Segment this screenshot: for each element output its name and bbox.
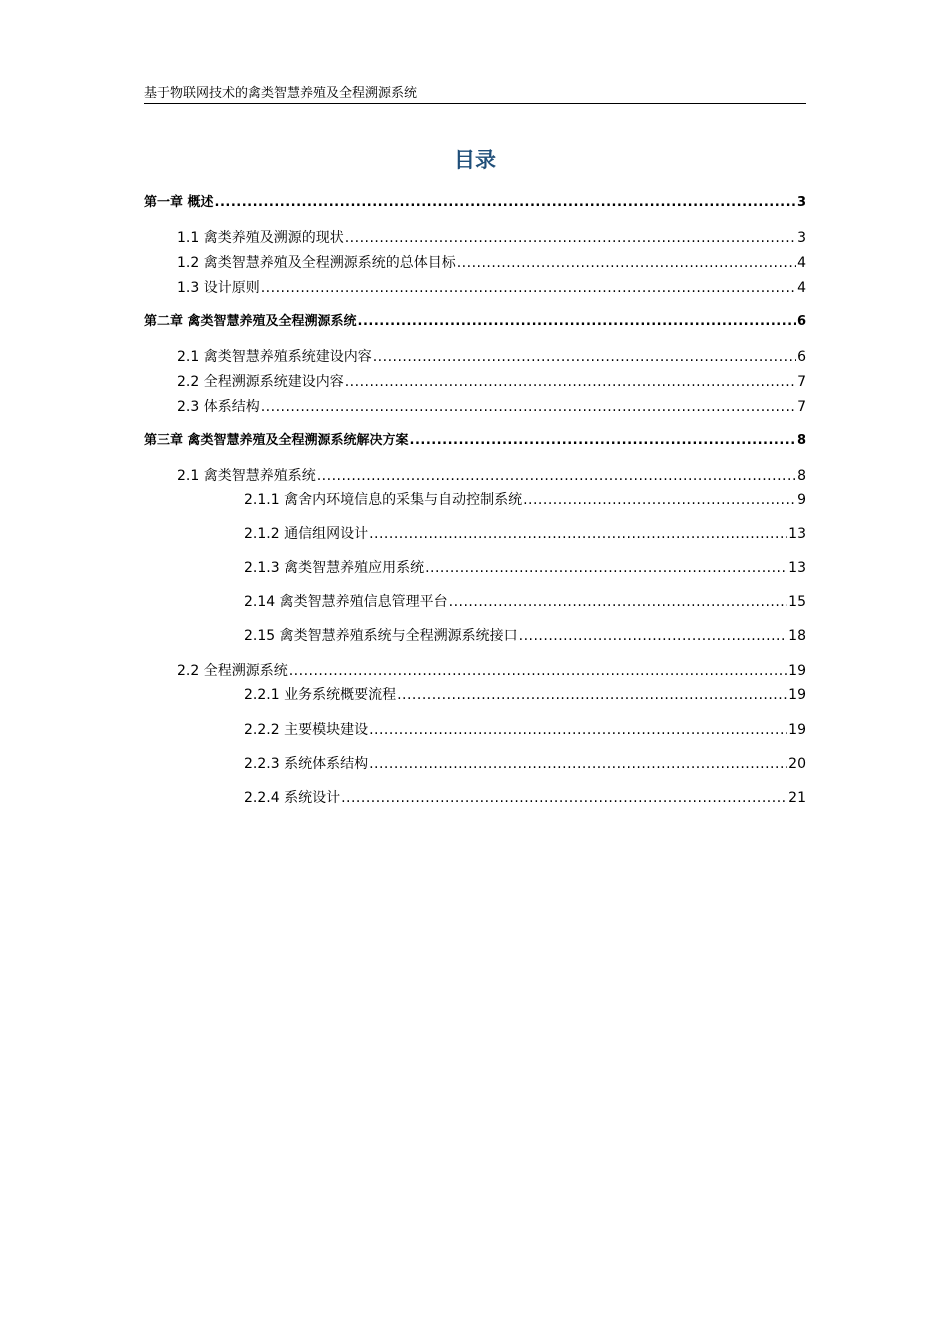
toc-page-number: 8	[796, 433, 806, 448]
toc-entry-text: 1.1 禽类养殖及溯源的现状	[177, 230, 344, 246]
toc-entry-text: 2.2 全程溯源系统	[177, 663, 288, 679]
toc-page-number: 6	[797, 349, 806, 365]
toc-leader	[341, 789, 787, 807]
toc-entry-2-1[interactable]	[177, 348, 806, 366]
toc-page-number: 4	[797, 280, 806, 296]
toc-entry-text: 2.2.2 主要模块建设	[244, 722, 369, 738]
toc-leader	[261, 398, 796, 416]
toc-leader	[449, 593, 788, 611]
toc-leader	[345, 373, 796, 391]
toc-entry-chapter1[interactable]	[144, 194, 806, 212]
toc-page-number: 7	[797, 399, 806, 415]
toc-page-number: 6	[796, 314, 806, 329]
toc-page-number: 13	[788, 560, 806, 576]
toc-page-number: 7	[797, 374, 806, 390]
toc-page-number: 13	[788, 526, 806, 542]
toc-entry-1-1[interactable]	[177, 229, 806, 247]
toc-page-number: 9	[797, 492, 806, 508]
toc-entry-text: 2.14 禽类智慧养殖信息管理平台	[244, 594, 448, 610]
toc-entry-text: 2.2.3 系统体系结构	[244, 756, 369, 772]
toc-entry-3-1[interactable]	[177, 467, 806, 485]
toc-entry-2-1-3[interactable]	[244, 559, 806, 577]
toc-entry-text: 2.3 体系结构	[177, 399, 260, 415]
toc-page-number: 15	[788, 594, 806, 610]
toc-entry-2-2-1[interactable]	[244, 686, 806, 704]
toc-entry-text: 2.1.3 禽类智慧养殖应用系统	[244, 560, 425, 576]
toc-title: 目录	[454, 148, 496, 172]
toc-entry-3-2[interactable]	[177, 662, 806, 680]
toc-leader	[373, 348, 796, 366]
toc-leader	[289, 662, 787, 680]
toc-entry-text: 2.15 禽类智慧养殖系统与全程溯源系统接口	[244, 628, 518, 644]
toc-leader	[523, 491, 796, 509]
toc-entry-2-3[interactable]	[177, 398, 806, 416]
toc-entry-chapter2[interactable]	[144, 313, 806, 331]
toc-entry-2-1-4[interactable]	[244, 593, 806, 611]
toc-entry-1-3[interactable]	[177, 279, 806, 297]
toc-leader	[345, 229, 796, 247]
toc-page-number: 4	[797, 255, 806, 271]
toc-leader	[410, 432, 796, 450]
toc-leader	[369, 755, 787, 773]
toc-entry-2-2-2[interactable]	[244, 721, 806, 739]
toc-entry-text: 2.1.2 通信组网设计	[244, 526, 369, 542]
toc-page-number: 19	[788, 722, 806, 738]
toc-leader	[457, 254, 796, 272]
toc-entry-2-2[interactable]	[177, 373, 806, 391]
toc-page-number: 20	[788, 756, 806, 772]
toc-entry-text: 2.2.1 业务系统概要流程	[244, 687, 397, 703]
toc-leader	[369, 721, 787, 739]
toc-leader	[317, 467, 796, 485]
toc-leader	[261, 279, 796, 297]
toc-entry-2-1-2[interactable]	[244, 525, 806, 543]
toc-page-number: 19	[788, 663, 806, 679]
toc-entry-text: 第二章 禽类智慧养殖及全程溯源系统	[144, 314, 357, 329]
toc-leader	[215, 194, 796, 212]
toc-entry-text: 1.2 禽类智慧养殖及全程溯源系统的总体目标	[177, 255, 456, 271]
toc-entry-2-2-4[interactable]	[244, 789, 806, 807]
toc-entry-2-2-3[interactable]	[244, 755, 806, 773]
toc-page-number: 18	[788, 628, 806, 644]
toc-page-number: 3	[796, 195, 806, 210]
toc-leader	[369, 525, 787, 543]
toc-entry-text: 第三章 禽类智慧养殖及全程溯源系统解决方案	[144, 433, 409, 448]
toc-entry-text: 2.1 禽类智慧养殖系统	[177, 468, 316, 484]
toc-entry-text: 2.1.1 禽舍内环境信息的采集与自动控制系统	[244, 492, 523, 508]
toc-leader	[358, 313, 796, 331]
toc-page-number: 21	[788, 790, 806, 806]
toc-leader	[425, 559, 787, 577]
toc-leader	[519, 627, 788, 645]
toc-entry-text: 1.3 设计原则	[177, 280, 260, 296]
toc-entry-chapter3[interactable]	[144, 432, 806, 450]
toc-page-number: 3	[797, 230, 806, 246]
toc-entry-2-1-5[interactable]	[244, 627, 806, 645]
toc-entry-1-2[interactable]	[177, 254, 806, 272]
toc-entry-text: 2.2.4 系统设计	[244, 790, 341, 806]
toc-entry-2-1-1[interactable]	[244, 491, 806, 509]
page-header: 基于物联网技术的禽类智慧养殖及全程溯源系统	[144, 82, 806, 104]
toc-entry-text: 2.1 禽类智慧养殖系统建设内容	[177, 349, 372, 365]
toc-leader	[397, 686, 787, 704]
toc-entry-text: 2.2 全程溯源系统建设内容	[177, 374, 344, 390]
toc-page-number: 8	[797, 468, 806, 484]
toc-entry-text: 第一章 概述	[144, 195, 214, 210]
toc-page-number: 19	[788, 687, 806, 703]
